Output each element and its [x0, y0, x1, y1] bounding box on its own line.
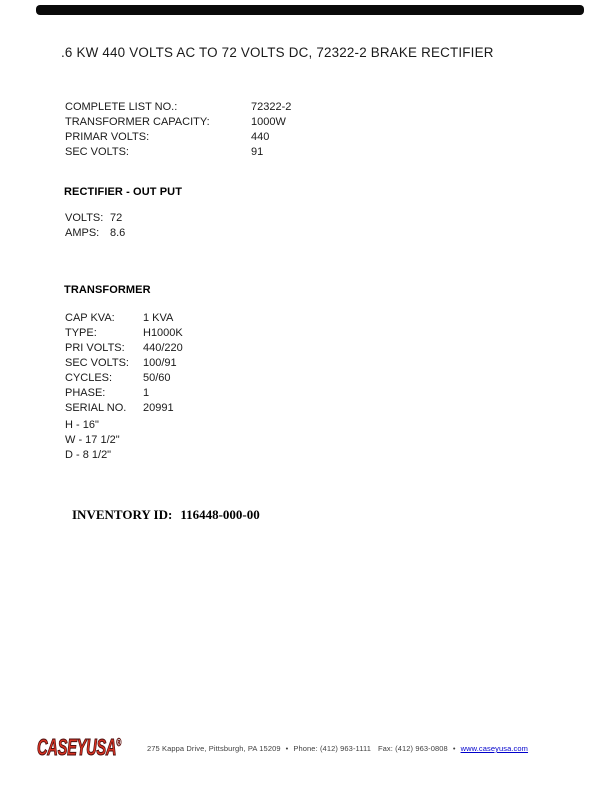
footer-phone: Phone: (412) 963-1111 [293, 744, 371, 753]
transformer-spec-list [65, 311, 183, 416]
spec-label: CAP KVA: [65, 312, 115, 324]
spec-value: 20991 [143, 402, 174, 414]
spec-value: 72 [110, 212, 123, 224]
spec-label: VOLTS: [65, 212, 104, 224]
spec-row [65, 100, 291, 115]
registered-trademark-icon: ® [116, 737, 122, 749]
spec-row [65, 386, 183, 401]
spec-row [65, 356, 183, 371]
spec-label: TYPE: [65, 327, 97, 339]
spec-value: 440/220 [143, 342, 183, 354]
spec-label: TRANSFORMER CAPACITY: [65, 116, 210, 128]
spec-label: COMPLETE LIST NO.: [65, 101, 178, 113]
bullet-separator: • [452, 744, 456, 753]
website-link[interactable]: www.caseyusa.com [460, 744, 529, 753]
footer-address: 275 Kappa Drive, Pittsburgh, PA 15209 [147, 744, 281, 753]
inventory-id-line [72, 507, 260, 523]
spec-label: SERIAL NO. [65, 402, 127, 414]
spec-row [65, 371, 183, 386]
transformer-section-heading: TRANSFORMER [64, 284, 151, 296]
spec-row [65, 401, 183, 416]
inventory-id-label: INVENTORY ID: [72, 507, 173, 522]
spec-row [65, 311, 183, 326]
spec-value: 1 KVA [143, 312, 174, 324]
spec-row [65, 226, 125, 241]
footer-fax: Fax: (412) 963-0808 [377, 744, 448, 753]
spec-label: CYCLES: [65, 372, 113, 384]
spec-label: SEC VOLTS: [65, 146, 129, 158]
top-bar-rule [36, 5, 584, 15]
spec-value: H1000K [143, 327, 183, 339]
spec-row [65, 326, 183, 341]
product-summary-list [65, 100, 291, 160]
page-title: .6 KW 440 VOLTS AC TO 72 VOLTS DC, 72322-2 BRAKE RECTIFIER [61, 45, 494, 60]
dimension-line: D - 8 1/2" [65, 449, 112, 461]
spec-row [65, 145, 291, 160]
dimension-line: W - 17 1/2" [65, 434, 120, 446]
spec-label: AMPS: [65, 227, 100, 239]
spec-row [65, 211, 125, 226]
spec-value: 72322-2 [251, 101, 292, 113]
caseyusa-logo [37, 734, 121, 761]
spec-value: 1 [143, 387, 150, 399]
spec-row [65, 130, 291, 145]
spec-value: 91 [251, 146, 264, 158]
bullet-separator: • [285, 744, 289, 753]
spec-label: SEC VOLTS: [65, 357, 129, 369]
spec-label: PRIMAR VOLTS: [65, 131, 150, 143]
spec-row [65, 115, 291, 130]
footer-contact-line [147, 744, 528, 753]
spec-value: 100/91 [143, 357, 177, 369]
dimension-line: H - 16" [65, 419, 99, 431]
caseyusa-logo-text: CASEYUSA [37, 734, 117, 760]
spec-label: PHASE: [65, 387, 106, 399]
inventory-id-value: 116448-000-00 [180, 507, 260, 522]
dimensions-list [65, 418, 120, 463]
spec-label: PRI VOLTS: [65, 342, 125, 354]
spec-value: 1000W [251, 116, 286, 128]
rectifier-section-heading: RECTIFIER - OUT PUT [64, 186, 183, 198]
spec-value: 440 [251, 131, 270, 143]
spec-value: 8.6 [110, 227, 126, 239]
rectifier-spec-list [65, 211, 125, 241]
spec-value: 50/60 [143, 372, 171, 384]
spec-row [65, 341, 183, 356]
